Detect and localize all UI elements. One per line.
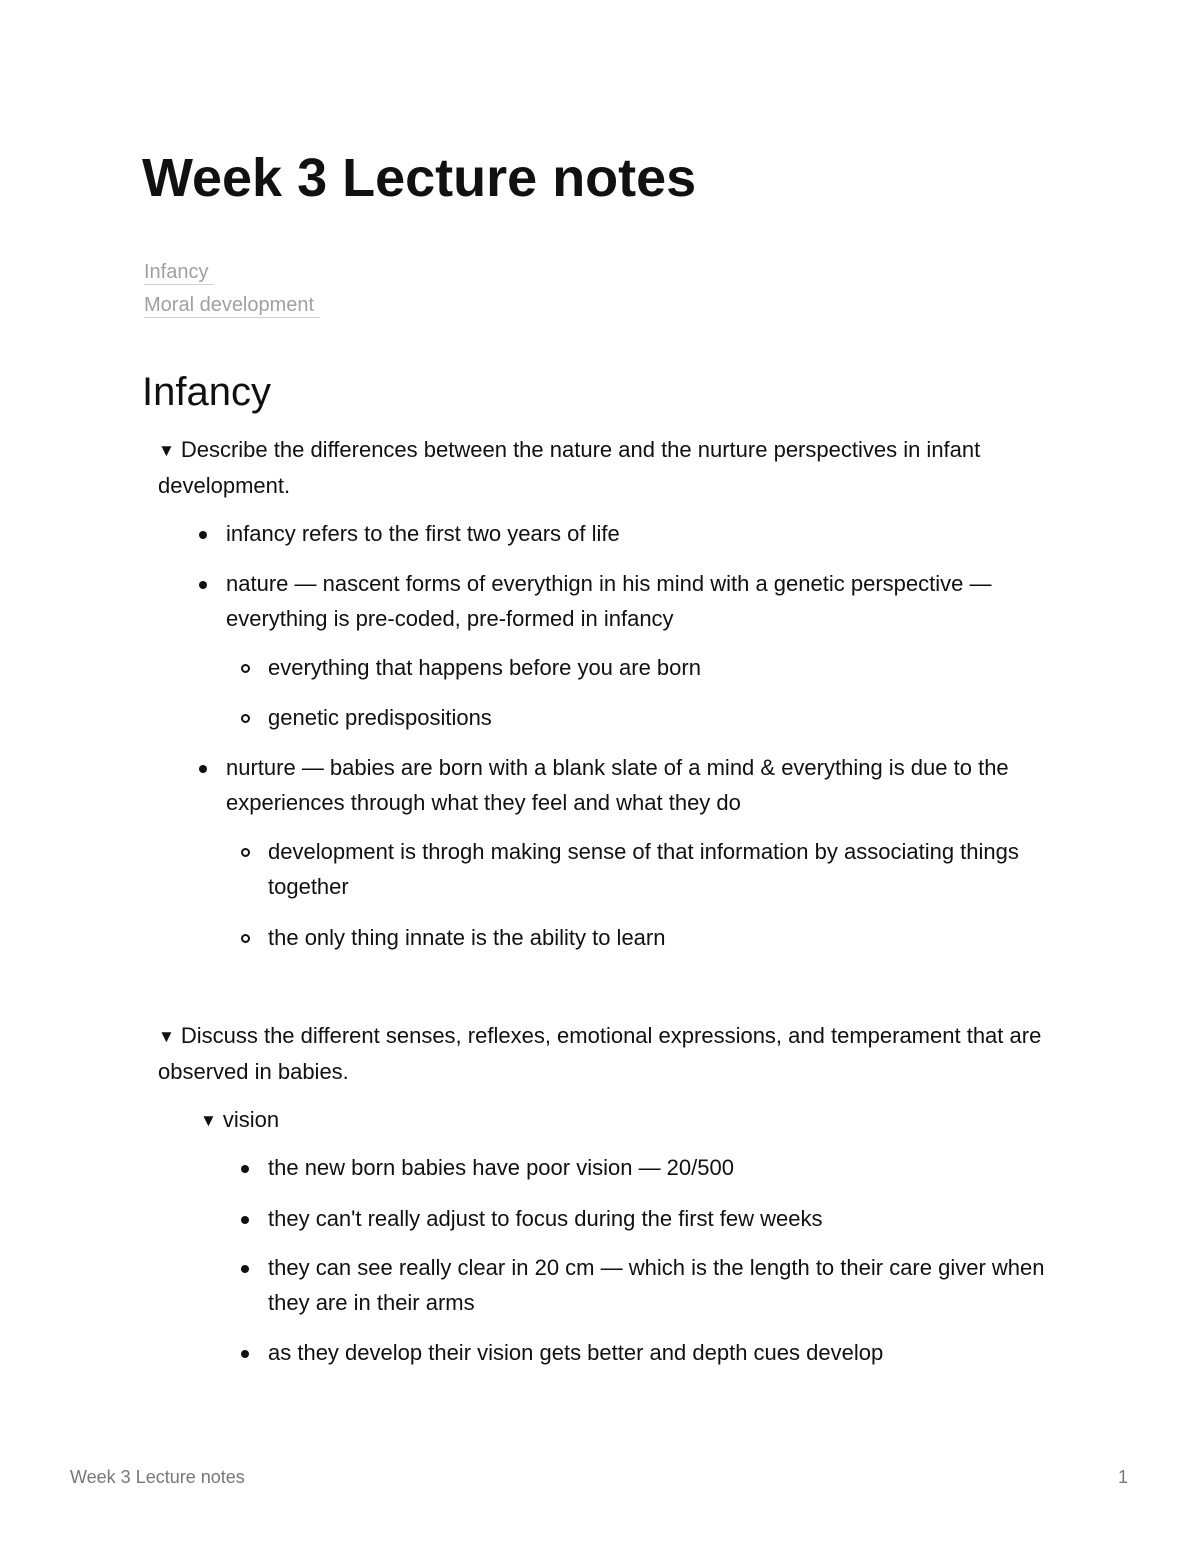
toggle-senses-reflexes[interactable] — [158, 1018, 1058, 1089]
hollow-bullet-icon — [241, 714, 250, 723]
list-item: they can see really clear in 20 cm — which is the length to their care giver when they are in their arms — [268, 1255, 1045, 1315]
list-item: the new born babies have poor vision — 20/500 — [268, 1155, 734, 1180]
page-number: 1 — [1117, 1467, 1128, 1487]
list-item: infancy refers to the first two years of life — [226, 521, 620, 546]
section-heading-infancy: Infancy — [142, 370, 271, 414]
bullet-icon — [199, 765, 207, 773]
list-item: the only thing innate is the ability to learn — [268, 925, 666, 950]
toggle-label: vision — [222, 1107, 280, 1132]
bullet-icon — [241, 1165, 249, 1173]
bullet-icon — [241, 1350, 249, 1358]
hollow-bullet-icon — [241, 664, 250, 673]
toggle-nature-nurture[interactable] — [158, 432, 1058, 503]
bullet-icon — [241, 1265, 249, 1273]
triangle-down-icon[interactable]: ▼ — [158, 441, 175, 460]
list-item: genetic predispositions — [268, 705, 492, 730]
hollow-bullet-icon — [241, 848, 250, 857]
page-title: Week 3 Lecture notes — [142, 148, 697, 208]
triangle-down-icon[interactable]: ▼ — [158, 1027, 175, 1046]
list-item: nature — nascent forms of everythign in his mind with a genetic perspective — everything is pre-coded, pre-formed in infancy — [226, 571, 992, 631]
list-item: everything that happens before you are born — [268, 655, 701, 680]
bullet-icon — [199, 531, 207, 539]
list-item: they can't really adjust to focus during the first few weeks — [268, 1206, 823, 1231]
list-item: development is throgh making sense of that information by associating things together — [268, 839, 1019, 899]
bullet-icon — [199, 581, 207, 589]
list-item: as they develop their vision gets better and depth cues develop — [268, 1340, 884, 1365]
toggle-vision[interactable] — [200, 1102, 279, 1138]
toc-link-infancy[interactable]: Infancy — [144, 260, 214, 285]
footer-title: Week 3 Lecture notes — [70, 1467, 245, 1487]
toggle-label: Describe the differences between the nature and the nurture perspectives in infant development. — [158, 437, 981, 498]
toggle-label: Discuss the different senses, reflexes, emotional expressions, and temperament that are observed in babies. — [158, 1023, 1042, 1084]
bullet-icon — [241, 1216, 249, 1224]
toc-link-moral-development[interactable]: Moral development — [144, 293, 320, 318]
list-item: nurture — babies are born with a blank slate of a mind & everything is due to the experiences through what they feel and what they do — [226, 755, 1009, 815]
hollow-bullet-icon — [241, 934, 250, 943]
triangle-down-icon[interactable]: ▼ — [200, 1111, 217, 1130]
table-of-contents — [144, 260, 320, 326]
